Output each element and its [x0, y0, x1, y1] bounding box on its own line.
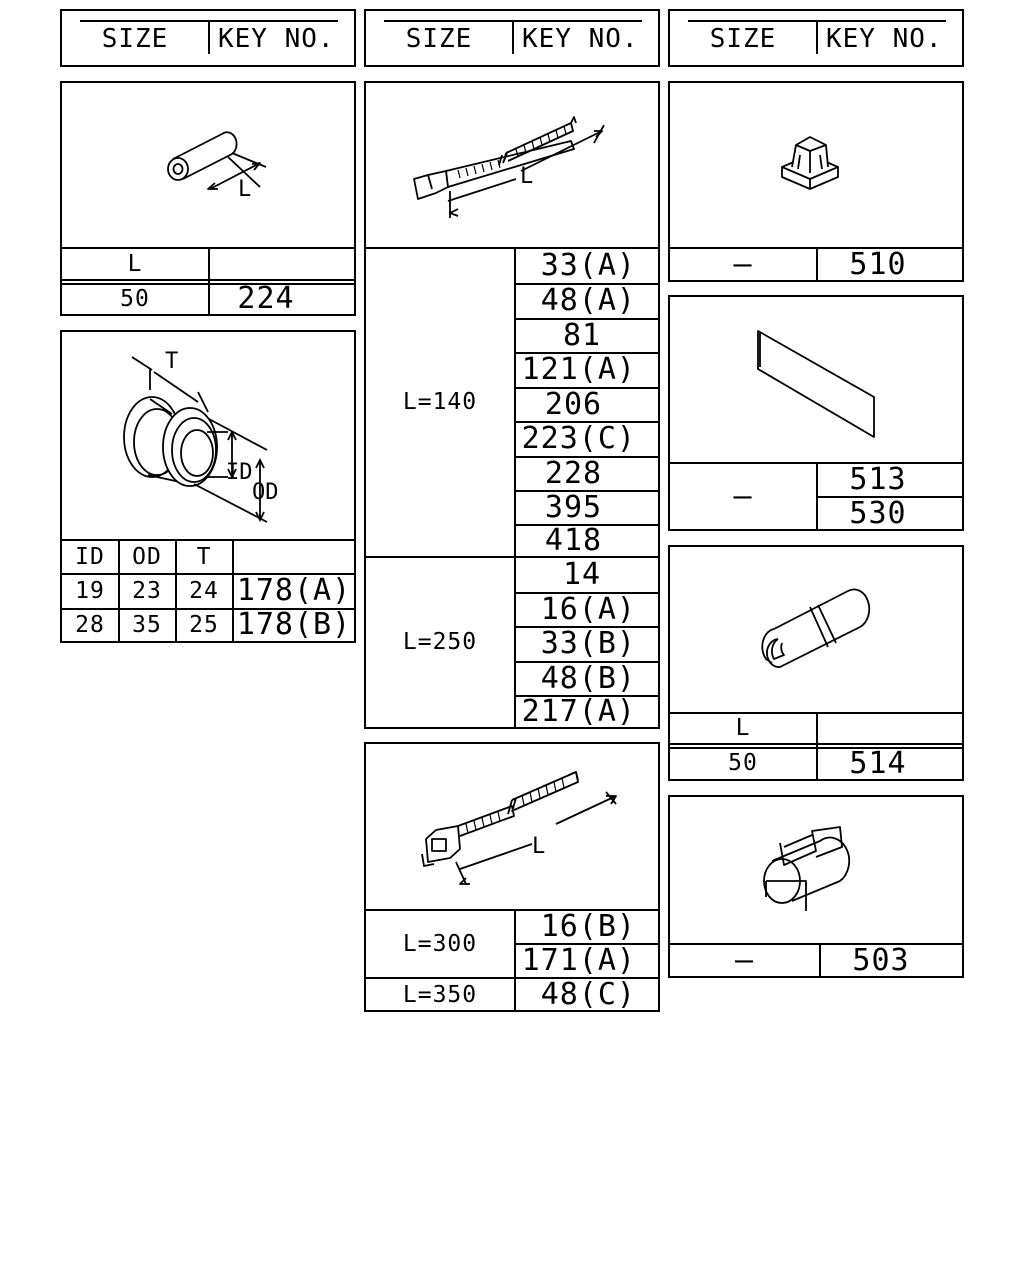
key-no-header: KEY NO. [218, 24, 335, 54]
clip-size-dash: — [733, 247, 753, 282]
clip-panel [668, 81, 964, 282]
key-number: 81 [562, 318, 602, 353]
key-number: 48(B) [540, 661, 636, 696]
size-header: SIZE [405, 24, 473, 54]
collar-panel [60, 81, 356, 316]
key-number: 121(A) [521, 352, 636, 387]
clip-key-number: 510 [849, 247, 907, 282]
grommet-key-number: 178(A) [236, 573, 352, 608]
edge-protector-panel [668, 545, 964, 781]
tape-drawing [670, 297, 962, 461]
table-row-t: 25 [189, 611, 219, 638]
size-header: SIZE [709, 24, 777, 54]
grommet-od-header: OD [132, 543, 162, 570]
edge-protector-l-header: L [735, 715, 751, 741]
header-col1 [60, 9, 356, 67]
edge-protector-size-value: 50 [728, 750, 758, 776]
key-no-header: KEY NO. [522, 24, 639, 54]
size-l-250: L=250 [402, 629, 478, 655]
cable-tie-dim-label: L [520, 164, 534, 189]
size-l-300: L=300 [402, 930, 478, 957]
grommet-key-number: 178(B) [236, 607, 352, 642]
key-number: 206 [544, 387, 603, 422]
key-no-header: KEY NO. [826, 24, 943, 54]
cushion-size-dash: — [734, 942, 755, 978]
key-number: 217(A) [521, 693, 636, 729]
key-number: 16(A) [540, 592, 636, 627]
cable-tie-large-drawing [366, 744, 658, 910]
key-number: 48(A) [540, 283, 636, 318]
key-number: 395 [544, 490, 603, 525]
grommet-t-header: T [196, 543, 212, 570]
cushion-panel [668, 795, 964, 978]
table-row-id: 28 [75, 611, 105, 638]
grommet-panel [60, 330, 356, 643]
edge-protector-key-number: 514 [849, 745, 907, 781]
key-number: 48(C) [540, 977, 636, 1012]
key-number: 16(B) [540, 909, 636, 944]
edge-protector-drawing [670, 547, 962, 713]
grommet-t-label: T [165, 349, 179, 374]
key-number: 530 [849, 495, 907, 531]
grommet-id-label: ID [226, 460, 253, 485]
cushion-drawing [670, 797, 962, 943]
cushion-key-number: 503 [852, 942, 910, 978]
key-number: 33(A) [540, 248, 636, 283]
size-header: SIZE [101, 24, 169, 54]
collar-size-value: 50 [120, 285, 150, 312]
collar-key-number: 224 [237, 281, 295, 316]
collar-dim-label: L [238, 177, 252, 202]
header-col3 [668, 9, 964, 67]
size-l-350: L=350 [402, 981, 478, 1008]
tape-size-dash: — [733, 479, 753, 514]
table-row-id: 19 [75, 577, 105, 604]
key-number: 33(B) [540, 626, 636, 661]
grommet-od-label: OD [252, 480, 279, 505]
cable-tie-large-panel [364, 742, 660, 1012]
key-number: 223(C) [521, 421, 636, 456]
tape-panel [668, 295, 964, 531]
key-number: 228 [544, 456, 603, 491]
key-number: 418 [544, 522, 603, 558]
size-l-140: L=140 [402, 389, 478, 415]
table-row-od: 23 [132, 577, 162, 604]
table-row-od: 35 [132, 611, 162, 638]
grommet-id-header: ID [75, 543, 105, 570]
key-number: 14 [562, 557, 602, 592]
key-number: 513 [849, 462, 907, 497]
cable-tie-panel [364, 81, 660, 729]
collar-l-header: L [127, 250, 143, 277]
cable-tie-large-dim-label: L [532, 834, 546, 859]
collar-drawing [62, 83, 354, 247]
clip-drawing [670, 83, 962, 247]
key-number: 171(A) [521, 942, 636, 978]
header-col2 [364, 9, 660, 67]
cable-tie-drawing [366, 83, 658, 247]
grommet-drawing [62, 332, 354, 539]
table-row-t: 24 [189, 577, 219, 604]
